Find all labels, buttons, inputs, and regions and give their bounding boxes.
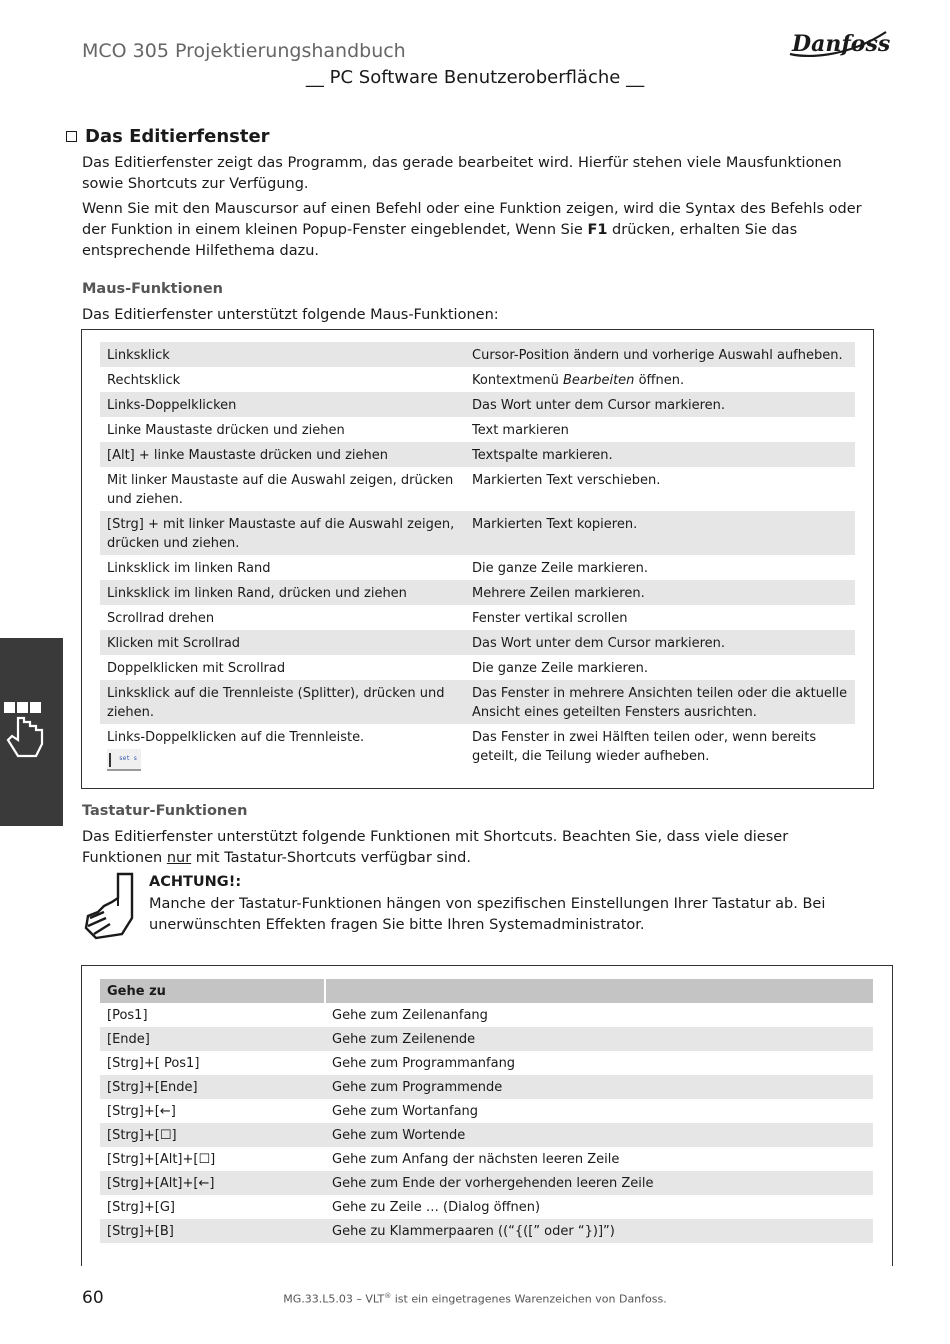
table-row: [Alt] + linke Maustaste drücken und ziehen Textspalte markieren.	[100, 442, 855, 467]
table-row: Links-Doppelklicken auf die Trennleiste. set s Das Fenster in zwei Hälften teilen oder, wenn bereits geteilt, die Teilung wieder aufheben.	[100, 724, 855, 779]
chapter-side-tab	[0, 638, 63, 826]
svg-text:Danfoss: Danfoss	[792, 31, 890, 57]
splitter-screenshot-image: set s	[107, 749, 141, 771]
table-row: Links-Doppelklicken Das Wort unter dem Cursor markieren.	[100, 392, 855, 417]
table-row: [Strg]+[←] Gehe zum Wortanfang	[107, 1104, 479, 1119]
table-row: Linksklick im linken Rand Die ganze Zeile markieren.	[107, 561, 648, 576]
f1-key: F1	[587, 222, 608, 238]
table-row: [Strg] + mit linker Maustaste auf die Auswahl zeigen, drücken und ziehen. Markierten Text kopieren.	[100, 511, 855, 555]
danfoss-logo	[786, 24, 890, 64]
warning-title: ACHTUNG!:	[149, 874, 242, 890]
hand-pointer-icon	[2, 700, 48, 764]
mouse-functions-box	[81, 329, 874, 789]
table-row: Linksklick Cursor-Position ändern und vorherige Auswahl aufheben.	[100, 342, 855, 367]
table-row: Linke Maustaste drücken und ziehen Text markieren	[107, 423, 569, 438]
tooltip-paragraph: Wenn Sie mit den Mauscursor auf einen Befehl oder eine Funktion zeigen, wird die Syntax des Befehls oder der Funktion in einem kleinen Popup-Fenster eingeblendet, Wenn Sie F1 drücken, erhalten Sie das entsprechende Hilfethema dazu.	[82, 201, 862, 259]
square-bullet-icon	[66, 131, 77, 142]
footer-text: MG.33.L5.03 – VLT® ist ein eingetragenes Warenzeichen von Danfoss.	[283, 1292, 667, 1306]
table-row: [Strg]+[Alt]+[←] Gehe zum Ende der vorhergehenden leeren Zeile	[100, 1171, 873, 1195]
table-row: [Strg]+[ Pos1] Gehe zum Programmanfang	[107, 1056, 516, 1071]
section-heading	[66, 126, 270, 147]
page-number: 60	[82, 1288, 104, 1308]
table-row: Scrollrad drehen Fenster vertikal scrollen	[107, 611, 628, 626]
table-row: [Strg]+[G] Gehe zu Zeile … (Dialog öffnen)	[107, 1200, 541, 1215]
table-row: Doppelklicken mit Scrollrad Die ganze Zeile markieren.	[107, 661, 648, 676]
warning-text: Manche der Tastatur-Funktionen hängen von spezifischen Einstellungen Ihrer Tastatur ab. Bei unerwünschten Effekten fragen Sie bitte Ihren Systemadministrator.	[149, 896, 826, 933]
table-row: [Strg]+[☐] Gehe zum Wortende	[100, 1123, 873, 1147]
mouse-functions-intro: Das Editierfenster unterstützt folgende Maus-Funktionen:	[82, 307, 499, 323]
mouse-functions-heading: Maus-Funktionen	[82, 281, 223, 297]
mouse-functions-table	[100, 342, 855, 779]
warning-hand-icon	[82, 872, 136, 942]
table-row: [Strg]+[Ende] Gehe zum Programmende	[100, 1075, 873, 1099]
table-row: [Strg]+[B] Gehe zu Klammerpaaren ((“{([” oder “})]”)	[100, 1219, 873, 1243]
table-row: Mit linker Maustaste auf die Auswahl zeigen, drücken und ziehen. Markierten Text verschieben.	[107, 473, 661, 507]
keyboard-functions-table	[100, 979, 873, 1243]
keyboard-functions-heading: Tastatur-Funktionen	[82, 803, 248, 819]
table-header-row: Gehe zu	[100, 979, 873, 1003]
intro-paragraph: Das Editierfenster zeigt das Programm, das gerade bearbeitet wird. Hierfür stehen viele Mausfunktionen sowie Shortcuts zur Verfügung.	[82, 155, 842, 192]
keyboard-functions-box	[81, 965, 893, 1266]
table-row: Linksklick auf die Trennleiste (Splitter), drücken und ziehen. Das Fenster in mehrere Ansichten teilen oder die aktuelle Ansicht eines geteilten Fensters ausrichten.	[100, 680, 855, 724]
table-row: Rechtsklick Kontextmenü Bearbeiten öffnen.	[107, 373, 685, 388]
table-row: [Strg]+[Alt]+[☐] Gehe zum Anfang der nächsten leeren Zeile	[107, 1152, 620, 1167]
keyboard-functions-intro: Das Editierfenster unterstützt folgende Funktionen mit Shortcuts. Beachten Sie, dass viele dieser Funktionen nur mit Tastatur-Shortcuts verfügbar sind.	[82, 829, 789, 866]
table-row: Klicken mit Scrollrad Das Wort unter dem Cursor markieren.	[100, 630, 855, 655]
section-title: Das Editierfenster	[85, 126, 270, 147]
document-title: MCO 305 Projektierungshandbuch	[82, 40, 406, 62]
table-row: [Pos1] Gehe zum Zeilenanfang	[107, 1008, 488, 1023]
chapter-subtitle: __ PC Software Benutzeroberfläche __	[305, 67, 645, 88]
table-row: [Ende] Gehe zum Zeilenende	[100, 1027, 873, 1051]
table-row: Linksklick im linken Rand, drücken und ziehen Mehrere Zeilen markieren.	[100, 580, 855, 605]
